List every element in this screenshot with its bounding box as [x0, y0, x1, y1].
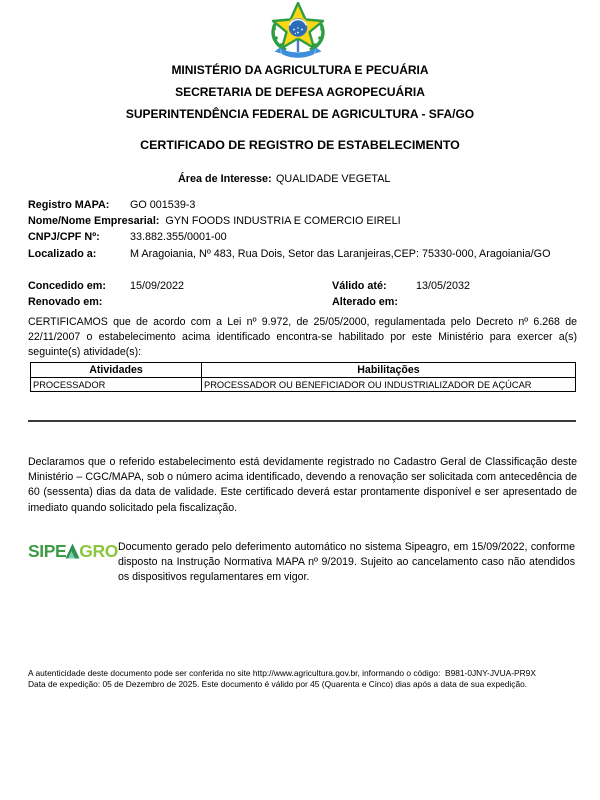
- brazil-coat-of-arms-icon: [267, 2, 329, 59]
- area-of-interest-value: QUALIDADE VEGETAL: [276, 173, 391, 185]
- header-superintendence: SUPERINTENDÊNCIA FEDERAL DE AGRICULTURA - SFA/GO: [125, 107, 475, 121]
- activities-table: [30, 362, 576, 392]
- field-cnpj-cpf: [28, 229, 588, 245]
- table-row: [31, 378, 576, 392]
- area-of-interest-label: Área de Interesse:: [178, 173, 272, 185]
- renewed-label: Renovado em:: [28, 296, 103, 308]
- certification-paragraph: CERTIFICAMOS que de acordo com a Lei nº 9.972, de 25/05/2000, regulamentada pelo Decreto nº 6.268 de 22/11/2007 o estabelecimento acima identificado encontra-se habilitado por este Ministério para exercer a(s) seguinte(s) atividade(s):: [28, 316, 577, 359]
- area-of-interest-row: [0, 172, 600, 186]
- sipeagro-a-triangle-icon: [65, 543, 80, 559]
- field-value: M Aragoiania, Nº 483, Rua Dois, Setor das Laranjeiras,CEP: 75330-000, Aragoiania/GO: [130, 247, 551, 260]
- valid-until-value: 13/05/2032: [416, 280, 471, 292]
- altered-label: Alterado em:: [332, 296, 398, 308]
- page-title: CERTIFICADO DE REGISTRO DE ESTABELECIMENTO: [140, 138, 460, 152]
- header-secretariat: SECRETARIA DE DEFESA AGROPECUÁRIA: [175, 85, 425, 99]
- header-ministry: MINISTÉRIO DA AGRICULTURA E PECUÁRIA: [171, 63, 429, 77]
- field-value: GYN FOODS INDUSTRIA E COMERCIO EIRELI: [165, 215, 401, 228]
- sipeagro-paragraph: Documento gerado pelo deferimento automático no sistema Sipeagro, em 15/09/2022, conforme disposto na Instrução Normativa MAPA nº 9/2019. Sujeito ao cancelamento caso não atendidos os dispositivos regulamentares em vigor.: [118, 541, 575, 584]
- column-header-habilitacoes: Habilitações: [202, 363, 576, 378]
- dates-row-granted-valid: [28, 278, 580, 294]
- cell-habilitacao: PROCESSADOR OU BENEFICIADOR OU INDUSTRIALIZADOR DE AÇÚCAR: [202, 378, 576, 392]
- granted-label: Concedido em:: [28, 280, 106, 292]
- declaration-paragraph: Declaramos que o referido estabelecimento está devidamente registrado no Cadastro Geral de Classificação deste Ministério – CGC/MAPA, sob o número acima identificado, devendo a renovação ser solicitada com antecedência de 60 (sessenta) dias da data de validade. Este certificado deverá estar prontamente disponível e ser apresentado de imediato quando solicitado pela fiscalização.: [28, 456, 577, 514]
- section-divider: [28, 420, 576, 422]
- cell-atividade: PROCESSADOR: [31, 378, 202, 392]
- footer-expedition-line: Data de expedição: 05 de Dezembro de 2025. Este documento é válido por 45 (Quarenta e Cinco) dias após a data de sua expedição.: [28, 679, 528, 689]
- activities-table-header-row: [31, 363, 576, 378]
- field-localizado: [28, 246, 588, 262]
- field-label: Nome/Nome Empresarial:: [28, 215, 160, 228]
- field-registro-mapa: [28, 197, 588, 213]
- dates-row-renewed-altered: [28, 294, 580, 310]
- sipeagro-logo: [28, 542, 118, 560]
- granted-value: 15/09/2022: [130, 280, 185, 292]
- valid-until-label: Válido até:: [332, 280, 387, 292]
- footer-authenticity-line: A autenticidade deste documento pode ser conferida no site http://www.agricultura.gov.br, informando o código: B981-0JNY-JVUA-PR9X: [28, 668, 536, 678]
- field-label: Localizado a:: [28, 247, 97, 260]
- registration-fields: [28, 197, 588, 262]
- field-value: 33.882.355/0001-00: [130, 231, 227, 244]
- sipeagro-logo-text-gro: GRO: [79, 540, 118, 561]
- field-nome-empresarial: [28, 213, 588, 229]
- sipeagro-logo-text-sipe: SIPE: [28, 540, 67, 561]
- field-label: CNPJ/CPF Nº:: [28, 231, 100, 244]
- field-label: Registro MAPA:: [28, 199, 110, 211]
- field-value: GO 001539-3: [130, 199, 196, 211]
- column-header-atividades: Atividades: [31, 363, 202, 378]
